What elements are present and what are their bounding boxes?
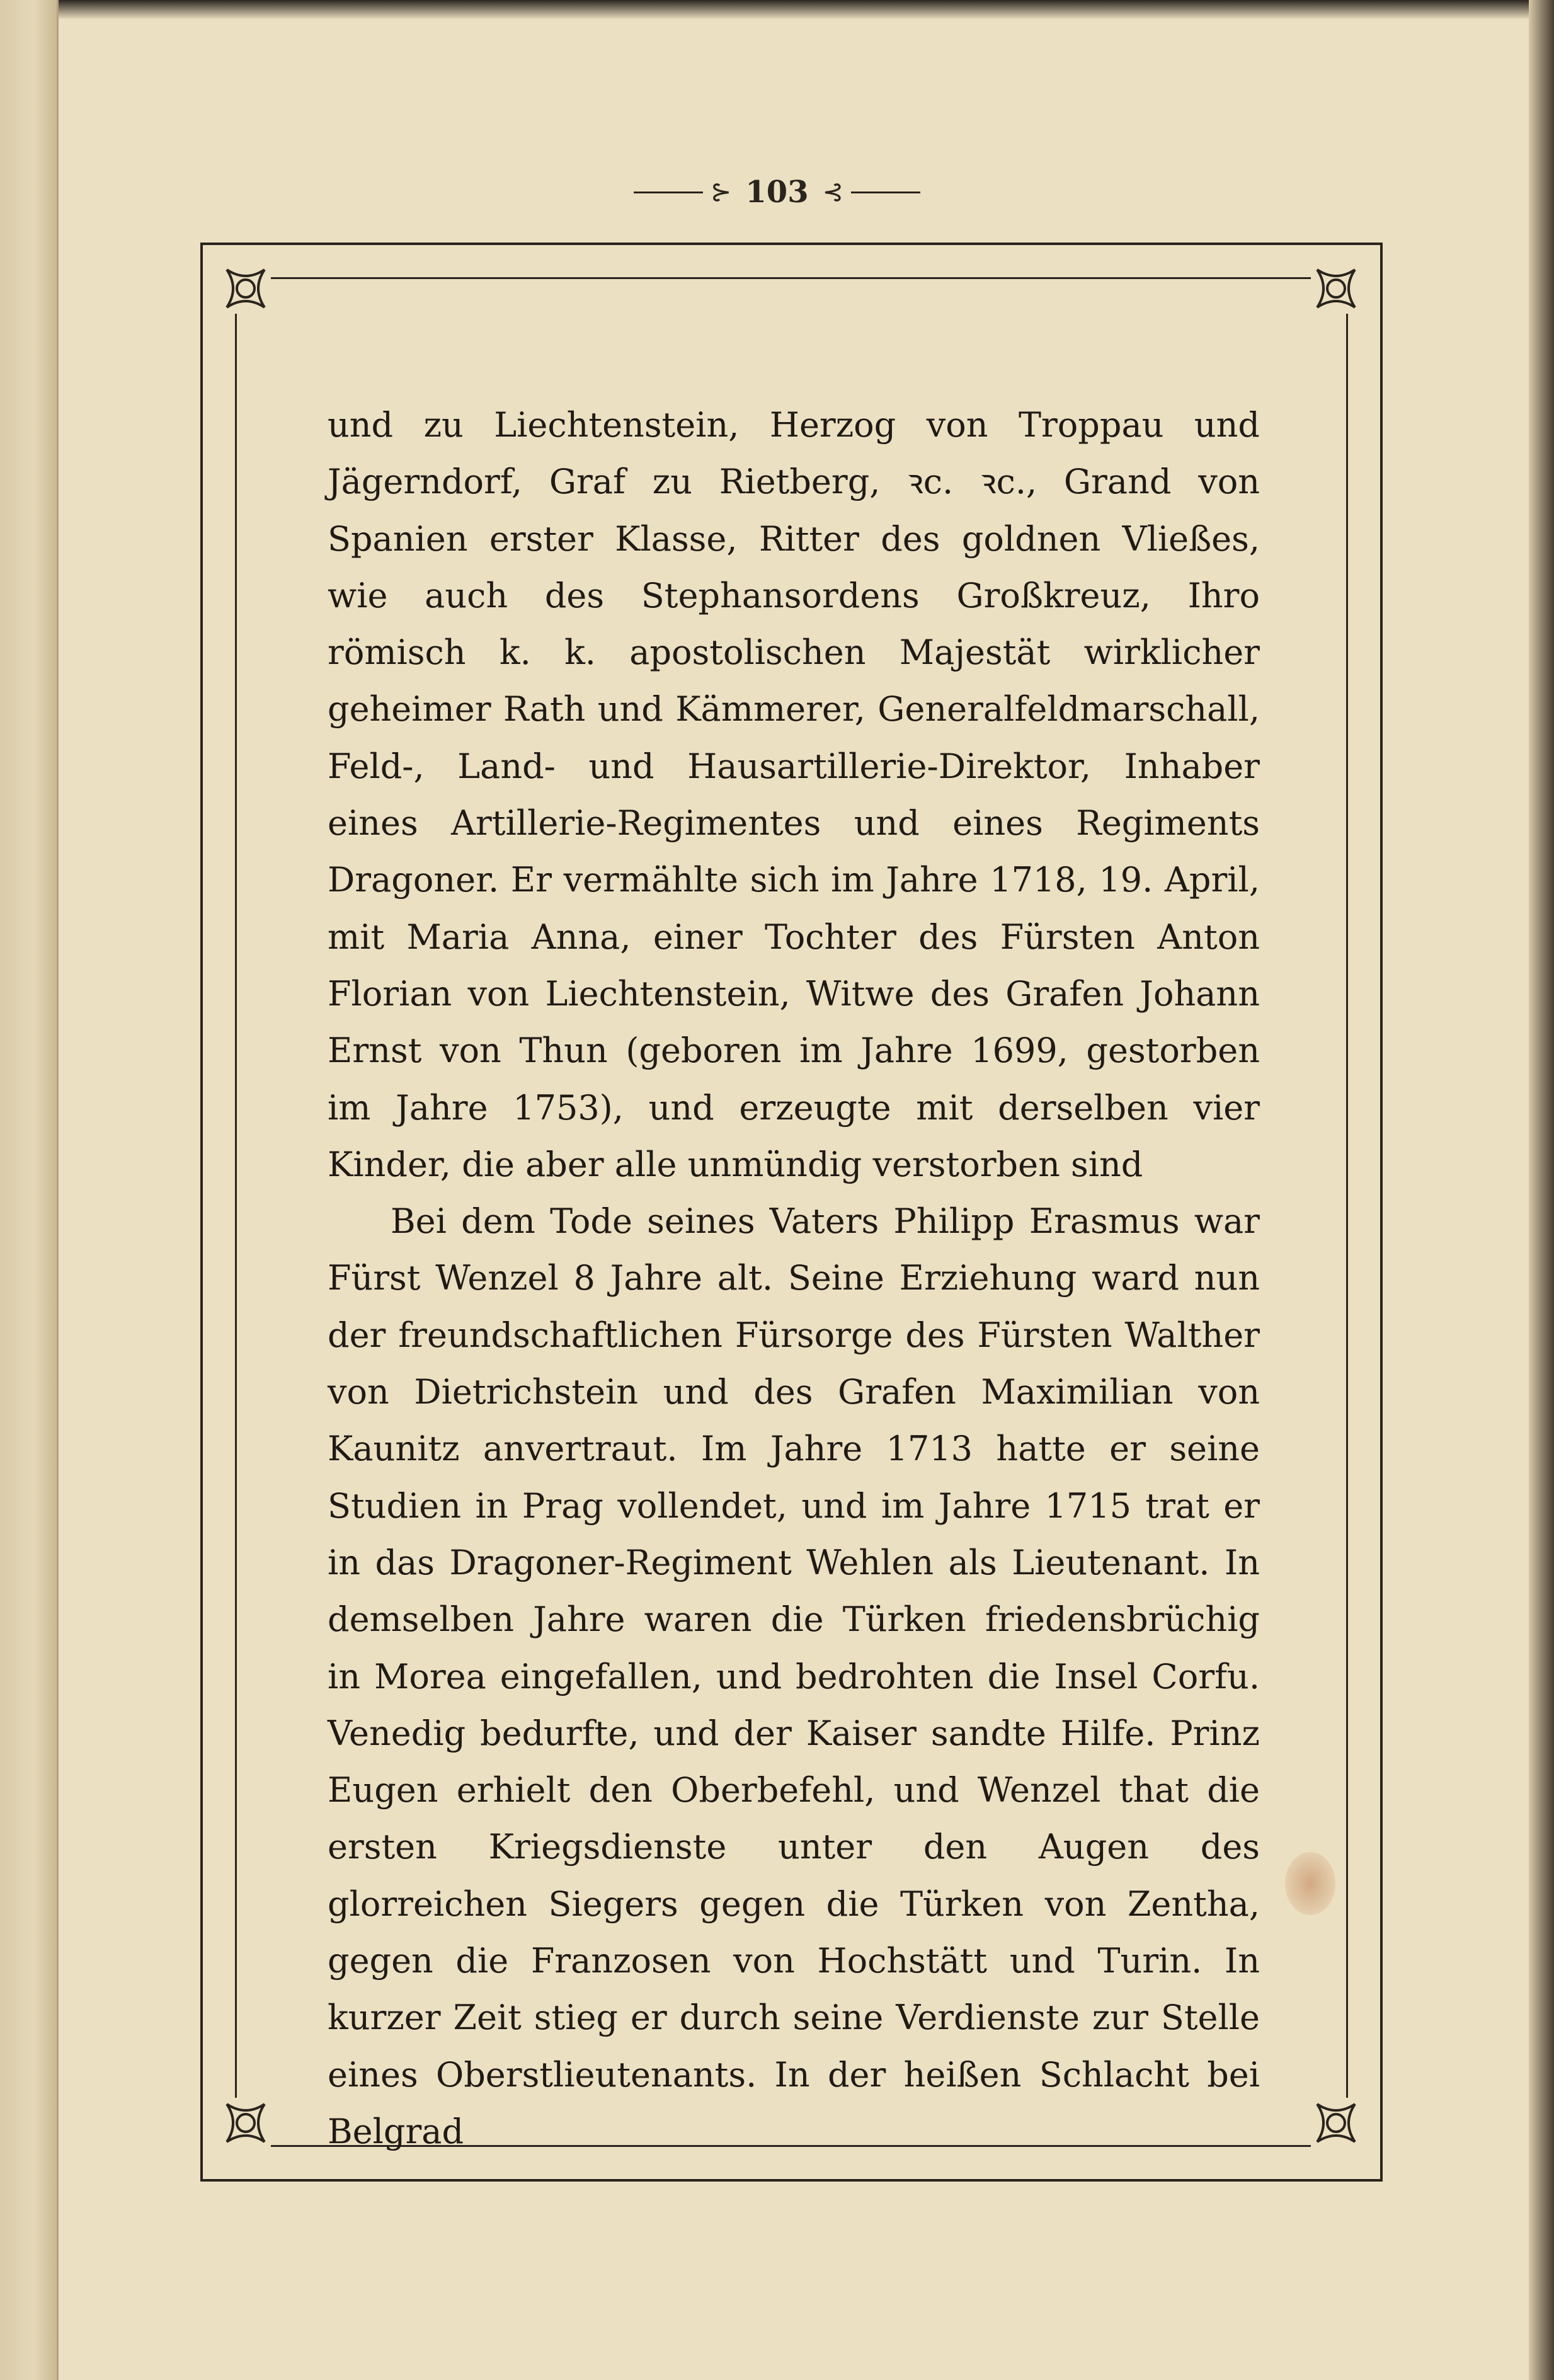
corner-ornament-icon [1311, 2098, 1361, 2148]
ornament-right-icon: ⊰ [822, 178, 844, 207]
ornament-left-icon: ⊱ [710, 178, 732, 207]
header-rule-left [634, 192, 703, 193]
corner-ornament-icon [220, 263, 271, 314]
page-right-edge [1529, 0, 1554, 2380]
corner-ornament-icon [220, 2098, 271, 2148]
book-binding [0, 0, 59, 2380]
header-rule-right [851, 192, 920, 193]
page-number: 103 [745, 174, 809, 210]
body-text [328, 397, 1260, 2160]
page-header [0, 170, 1554, 214]
corner-ornament-icon [1311, 263, 1361, 314]
page-top-edge [0, 0, 1554, 19]
paper-stain [1285, 1852, 1335, 1915]
paragraph-2: Bei dem Tode seines Vaters Philipp Erasmus war Fürst Wenzel 8 Jahre alt. Seine Erziehung ward nun der freundschaftlichen Fürsorge des Fürsten Walther von Dietrichstein und des Grafen Maximilian von Kaunitz anvertraut. Im Jahre 1713 hatte er seine Studien in Prag vollendet, und im Jahre 1715 trat er in das Dragoner-Regiment Wehlen als Lieutenant. In demselben Jahre waren die Türken friedensbrüchig in Morea eingefallen, und bedrohten die Insel Corfu. Venedig bedurfte, und der Kaiser sandte Hilfe. Prinz Eugen erhielt den Oberbefehl, und Wenzel that die ersten Kriegsdienste unter den Augen des glorreichen Siegers gegen die Türken von Zentha, gegen die Franzosen von Hochstätt und Turin. In kurzer Zeit stieg er durch seine Verdienste zur Stelle eines Oberstlieutenants. In der heißen Schlacht bei Belgrad [328, 1201, 1260, 2151]
paragraph-1: und zu Liechtenstein, Herzog von Troppau und Jägerndorf, Graf zu Rietberg, ꝛc. ꝛc., Grand von Spanien erster Klasse, Ritter des goldnen Vließes, wie auch des Stephansordens Großkreuz, Ihro römisch k. k. apostolischen Majestät wirklicher geheimer Rath und Kämmerer, Generalfeldmarschall, Feld-, Land- und Hausartillerie-Direktor, Inhaber eines Artillerie-Regimentes und eines Regiments Dragoner. Er vermählte sich im Jahre 1718, 19. April, mit Maria Anna, einer Tochter des Fürsten Anton Florian von Liechtenstein, Witwe des Grafen Johann Ernst von Thun (geboren im Jahre 1699, gestorben im Jahre 1753), und erzeugte mit derselben vier Kinder, die aber alle unmündig verstorben sind [328, 405, 1260, 1184]
